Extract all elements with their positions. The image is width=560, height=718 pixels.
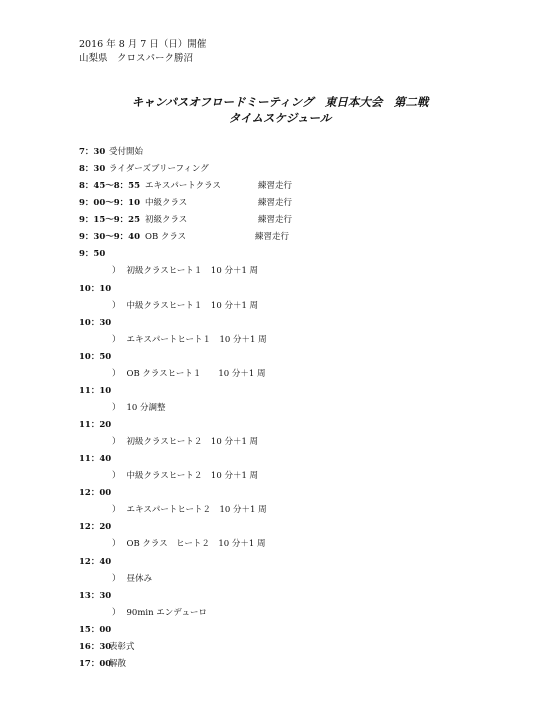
schedule-note: 練習走行	[258, 181, 293, 191]
schedule-description: OB クラス	[145, 232, 187, 242]
schedule-time: 11：40	[79, 454, 112, 464]
schedule-row	[79, 231, 290, 243]
heat-entry	[112, 607, 207, 619]
heat-description: 中級クラスヒート１ 10 分＋1 周	[126, 301, 259, 311]
list-marker: ）	[112, 266, 121, 276]
schedule-time: 10：50	[79, 352, 112, 362]
heat-description: 中級クラスヒート２ 10 分＋1 周	[126, 471, 259, 481]
heat-entry	[112, 300, 258, 312]
heat-entry	[112, 368, 265, 380]
schedule-row	[79, 641, 135, 653]
document-title: キャンパスオフロードミーティング 東日本大会 第二戦	[131, 95, 429, 109]
schedule-time: 9：30～9：40	[79, 232, 140, 242]
schedule-time: 12：40	[79, 557, 112, 567]
schedule-row	[79, 487, 111, 499]
schedule-time: 12：20	[79, 522, 112, 532]
heat-description: 初級クラスヒート１ 10 分＋1 周	[126, 266, 259, 276]
heat-description: 10 分調整	[126, 403, 166, 413]
schedule-row	[79, 214, 293, 226]
schedule-row	[79, 521, 111, 533]
heat-entry	[112, 265, 258, 277]
list-marker: ）	[112, 335, 121, 345]
heat-entry	[112, 436, 258, 448]
list-marker: ）	[112, 437, 121, 447]
schedule-row	[79, 453, 111, 465]
list-marker: ）	[112, 574, 121, 584]
heat-description: 昼休み	[126, 574, 153, 584]
schedule-time: 15：00	[79, 625, 112, 635]
schedule-time: 11：20	[79, 420, 112, 430]
schedule-description: 受付開始	[109, 147, 144, 157]
heat-entry	[112, 402, 166, 414]
heat-entry	[112, 573, 152, 585]
heat-description: エキスパートヒート１ 10 分＋1 周	[126, 335, 267, 345]
schedule-description: 表彰式	[109, 642, 135, 652]
schedule-row	[79, 146, 144, 158]
schedule-row	[79, 658, 127, 670]
schedule-row	[79, 590, 111, 602]
schedule-row	[79, 419, 111, 431]
schedule-time: 9：15～9：25	[79, 215, 140, 225]
schedule-row	[79, 163, 209, 175]
schedule-note: 練習走行	[258, 198, 293, 208]
schedule-row	[79, 556, 111, 568]
schedule-time: 17：00	[79, 659, 112, 669]
event-venue: 山梨県 クロスパーク勝沼	[79, 53, 194, 64]
schedule-time: 8：45～8：55	[79, 181, 140, 191]
list-marker: ）	[112, 505, 121, 515]
heat-entry	[112, 334, 267, 346]
schedule-row	[79, 180, 293, 192]
schedule-time: 13：30	[79, 591, 112, 601]
heat-entry	[112, 470, 258, 482]
schedule-note: 練習走行	[255, 232, 290, 242]
schedule-time: 7：30	[79, 147, 106, 157]
list-marker: ）	[112, 539, 121, 549]
schedule-row	[79, 385, 111, 397]
schedule-time: 12：00	[79, 488, 112, 498]
schedule-row	[79, 197, 293, 209]
schedule-description: 解散	[109, 659, 127, 669]
schedule-time: 9：00～9：10	[79, 198, 140, 208]
schedule-row	[79, 624, 111, 636]
schedule-description: 初級クラス	[145, 215, 188, 225]
heat-entry	[112, 504, 267, 516]
heat-description: OB クラス ヒート２ 10 分＋1 周	[126, 539, 266, 549]
schedule-description: 中級クラス	[145, 198, 188, 208]
list-marker: ）	[112, 369, 121, 379]
schedule-time: 10：10	[79, 284, 112, 294]
document-subtitle: タイムスケジュール	[228, 111, 332, 125]
schedule-row	[79, 351, 111, 363]
event-date: 2016 年 8 月 7 日（日）開催	[79, 39, 207, 50]
schedule-description: エキスパートクラス	[145, 181, 221, 191]
schedule-description: ライダーズブリーフィング	[109, 164, 209, 174]
schedule-time: 9：50	[79, 249, 106, 259]
list-marker: ）	[112, 403, 121, 413]
schedule-time: 16：30	[79, 642, 112, 652]
heat-entry	[112, 538, 265, 550]
schedule-time: 11：10	[79, 386, 112, 396]
schedule-row	[79, 283, 111, 295]
heat-description: エキスパートヒート２ 10 分＋1 周	[126, 505, 267, 515]
list-marker: ）	[112, 301, 121, 311]
schedule-time: 8：30	[79, 164, 106, 174]
heat-description: 初級クラスヒート２ 10 分＋1 周	[126, 437, 259, 447]
heat-description: OB クラスヒート１ 10 分＋1 周	[126, 369, 266, 379]
schedule-row	[79, 248, 105, 260]
schedule-row	[79, 317, 111, 329]
schedule-time: 10：30	[79, 318, 112, 328]
list-marker: ）	[112, 608, 121, 618]
list-marker: ）	[112, 471, 121, 481]
heat-description: 90min エンデューロ	[126, 608, 208, 618]
schedule-note: 練習走行	[258, 215, 293, 225]
